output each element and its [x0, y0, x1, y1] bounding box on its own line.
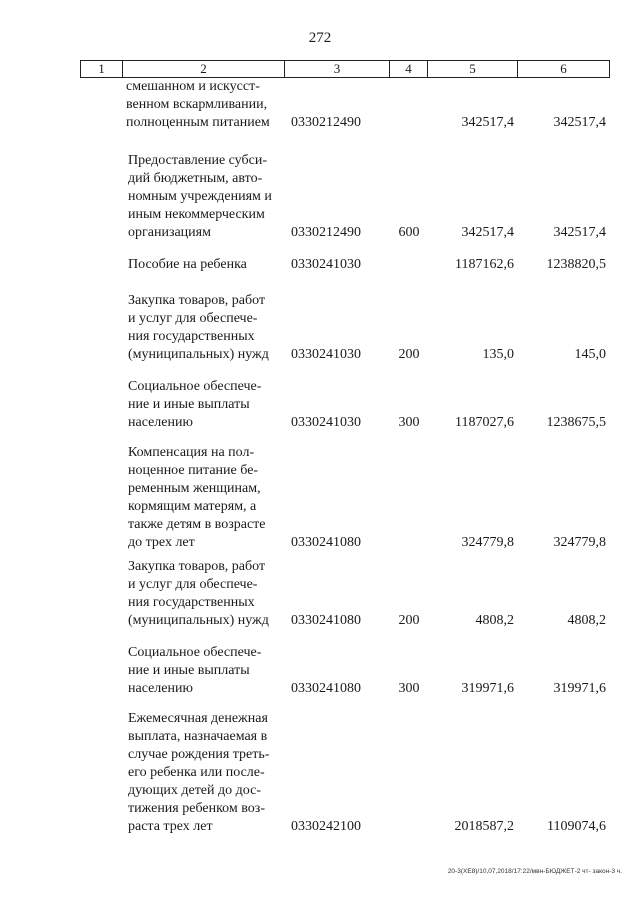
- table-header: [80, 60, 610, 78]
- row-amount-col5: 4808,2: [475, 613, 514, 628]
- row-amount-col5: 1187162,6: [455, 257, 514, 272]
- row-description: Закупка товаров, работ и услуг для обеспече- ния государственных (муниципальных) нужд: [128, 293, 269, 362]
- row-code: 0330241080: [291, 535, 361, 550]
- row-description: Пособие на ребенка: [128, 257, 247, 272]
- row-description: Социальное обеспече- ние и иные выплаты населению: [128, 379, 262, 430]
- row-code: 0330241080: [291, 613, 361, 628]
- row-description: Закупка товаров, работ и услуг для обеспече- ния государственных (муниципальных) нужд: [128, 559, 269, 628]
- row-description: Социальное обеспече- ние и иные выплаты населению: [128, 645, 262, 696]
- row-code: 0330241030: [291, 347, 361, 362]
- row-description: Ежемесячная денежная выплата, назначаемая в случае рождения треть- его ребенка или после- дующих детей до дос- тижения ребенком воз- раста трех лет: [128, 711, 270, 834]
- row-amount-col5: 2018587,2: [454, 819, 514, 834]
- row-code: 0330241030: [291, 257, 361, 272]
- row-amount-col6: 319971,6: [553, 681, 606, 696]
- row-amount-col6: 1238820,5: [546, 257, 606, 272]
- row-expense-type: 300: [398, 415, 420, 430]
- header-col-6: 6: [560, 61, 567, 76]
- row-code: 0330241030: [291, 415, 361, 430]
- header-col-2: 2: [123, 61, 285, 77]
- header-col-3: 3: [285, 61, 390, 77]
- header-col-5: 5: [428, 61, 518, 77]
- row-amount-col6: 1238675,5: [546, 415, 606, 430]
- row-amount-col6: 342517,4: [553, 225, 606, 240]
- row-description: Предоставление субси- дий бюджетным, авто- номным учреждениям и иным некоммерческим организациям: [128, 153, 272, 240]
- row-amount-col5: 319971,6: [461, 681, 514, 696]
- row-code: 0330241080: [291, 681, 361, 696]
- header-col-4: 4: [390, 61, 428, 77]
- row-amount-col5: 324779,8: [461, 535, 514, 550]
- row-amount-col6: 342517,4: [553, 115, 606, 130]
- row-code: 0330212490: [291, 115, 361, 130]
- row-amount-col5: 342517,4: [461, 225, 514, 240]
- row-expense-type: 600: [398, 225, 420, 240]
- row-amount-col6: 145,0: [574, 347, 606, 362]
- row-description: Компенсация на пол- ноценное питание бе- ременным женщинам, кормящим матерям, а также детям в возрасте до трех лет: [128, 445, 266, 550]
- page-number: 272: [308, 30, 332, 46]
- row-expense-type: 200: [398, 613, 420, 628]
- row-amount-col6: 4808,2: [567, 613, 606, 628]
- row-expense-type: 300: [398, 681, 420, 696]
- row-amount-col6: 324779,8: [553, 535, 606, 550]
- row-amount-col5: 342517,4: [461, 115, 514, 130]
- row-code: 0330242100: [291, 819, 361, 834]
- row-amount-col6: 1109074,6: [547, 819, 606, 834]
- row-description: смешанном и искусст- венном вскармливании, полноценным питанием: [126, 79, 270, 130]
- row-expense-type: 200: [398, 347, 420, 362]
- row-amount-col5: 1187027,6: [455, 415, 514, 430]
- row-amount-col5: 135,0: [482, 347, 514, 362]
- footer-stamp: 20-3(XE8)/10,07,2018/17:22/мвн-БЮДЖЕТ-2 чт- закон-3 ч.: [447, 868, 622, 875]
- header-col-1: 1: [81, 61, 123, 77]
- row-code: 0330212490: [291, 225, 361, 240]
